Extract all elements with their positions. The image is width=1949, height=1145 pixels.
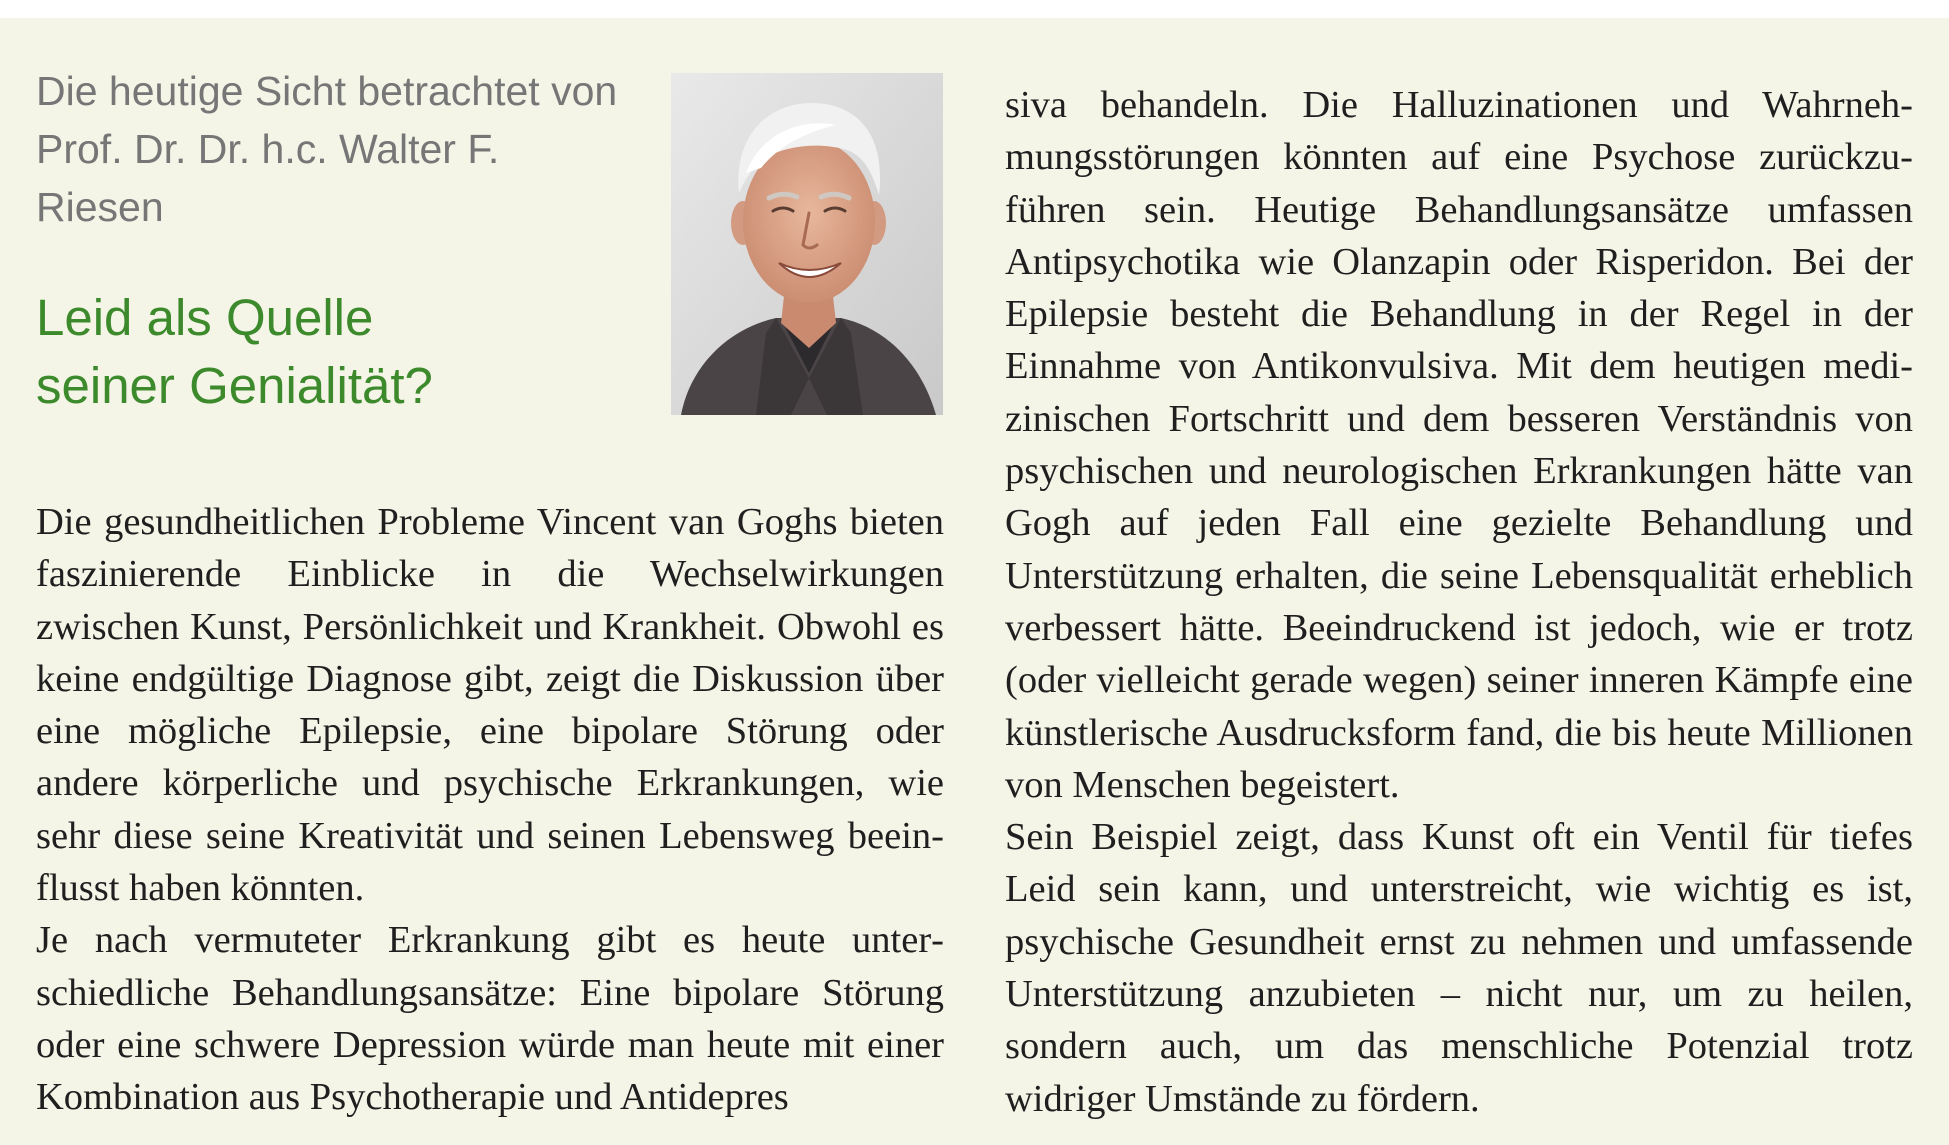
left-paragraph-2: Je nach vermuteter Erkrankung gibt es heute unterschiedliche Behandlungsansätze: Eine bipolare Störung oder eine schwere Depression würde man heute mit einer Kombination aus Psychotherapie und Antidepres xyxy=(36,919,944,1119)
author-byline: Die heutige Sicht betrachtet von Prof. Dr. Dr. h.c. Walter F. Riesen xyxy=(36,68,618,230)
headline-line-2: seiner Genialität? xyxy=(36,357,433,414)
article-headline xyxy=(36,284,596,420)
right-paragraph-2: Sein Beispiel zeigt, dass Kunst oft ein Ventil für tiefes Leid sein kann, und unterstreicht, wie wichtig es ist, psychische Gesundheit ernst zu nehmen und umfassende Unterstützung anzubieten – nicht nur, um zu heilen, sondern auch, um das menschliche Potenzial trotz widriger Umstände zu fördern. xyxy=(1005,816,1913,1120)
right-text-column xyxy=(1005,79,1913,1125)
headline-line-1: Leid als Quelle xyxy=(36,289,374,346)
right-paragraph-1: siva behandeln. Die Halluzinationen und Wahrnehmungsstörungen könnten auf eine Psychose zurückzuführen sein. Heutige Behandlungsansätze umfassen Antipsychotika wie Olanzapin oder Risperidon. Bei der Epilepsie besteht die Behandlung in der Regel in der Einnahme von Antikonvulsiva. Mit dem heutigen medizinischen Fortschritt und dem besseren Verständnis von psychischen und neurologischen Erkrankungen hätte van Gogh auf jeden Fall eine gezielte Behandlung und Unterstützung erhalten, die seine Lebensqualität erheblich verbessert hätte. Beeindruckend ist jedoch, wie er trotz (oder vielleicht gerade wegen) seiner inneren Kämpfe eine künstlerische Ausdrucksform fand, die bis heute Millionen von Menschen begeistert. xyxy=(1005,84,1913,806)
author-portrait xyxy=(671,73,943,415)
left-paragraph-1: Die gesundheitlichen Probleme Vincent van Goghs bieten faszinierende Einblicke in die Wechselwirkungen zwischen Kunst, Persönlichkeit und Krankheit. Obwohl es keine endgültige Diagnose gibt, zeigt die Diskussion über eine mögliche Epilepsie, eine bipolare Störung oder andere körperliche und psychische Erkrankungen, wie sehr diese seine Kreativität und seinen Lebensweg beeinflusst haben könnten. xyxy=(36,501,944,910)
left-text-column xyxy=(36,496,944,1124)
article-panel xyxy=(0,18,1949,1145)
